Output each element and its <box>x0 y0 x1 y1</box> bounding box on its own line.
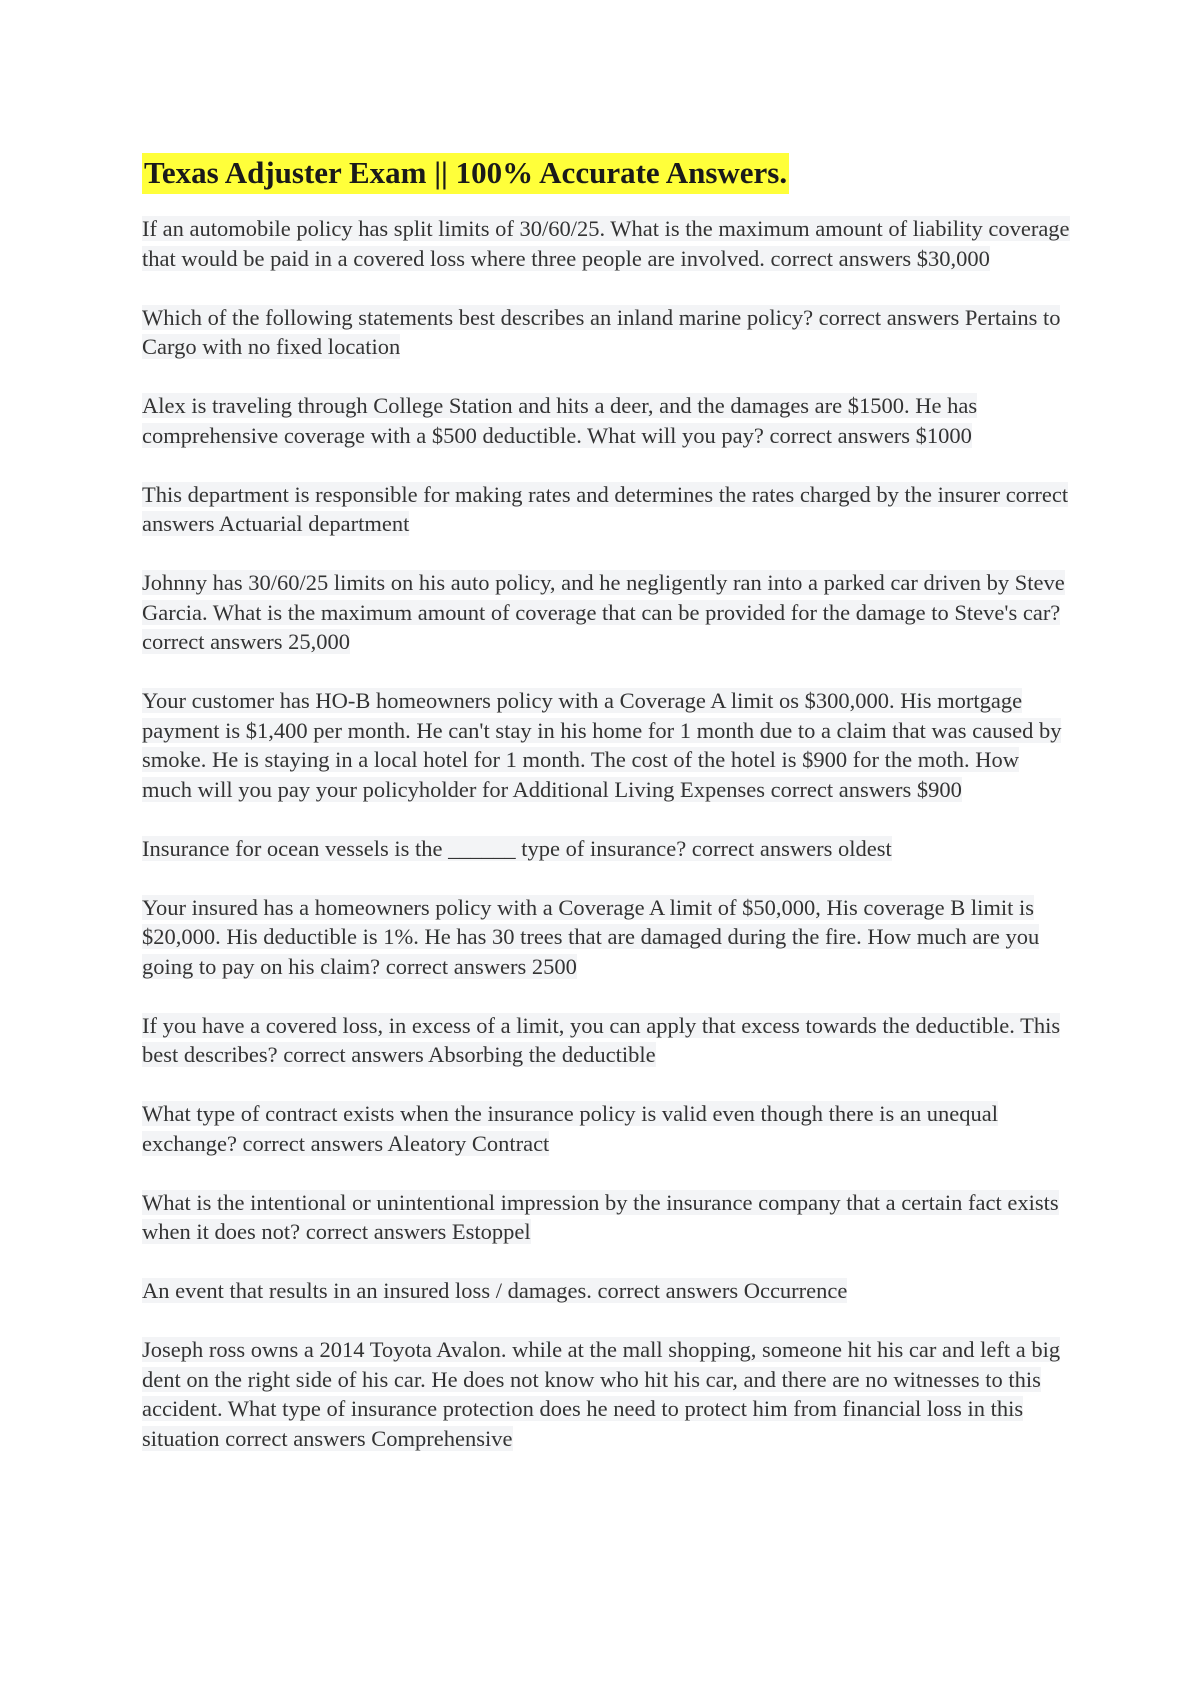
qa-text: Which of the following statements best describes an inland marine policy? correct answers Pertains to Cargo with no fixed location <box>142 304 1061 359</box>
qa-text: This department is responsible for making rates and determines the rates charged by the insurer correct answers Actuarial department <box>142 481 1069 536</box>
title-highlight: Texas Adjuster Exam || 100% Accurate Answers. <box>142 153 789 194</box>
qa-text: Joseph ross owns a 2014 Toyota Avalon. while at the mall shopping, someone hit his car and left a big dent on the right side of his car. He does not know who hit his car, and there are no witnesses to this accident. What type of insurance protection does he need to protect him from financial loss in this situation correct answers Comprehensive <box>142 1337 1061 1451</box>
qa-text: If an automobile policy has split limits of 30/60/25. What is the maximum amount of liability coverage that would be paid in a covered loss where three people are involved. correct answers $30,000 <box>142 216 1070 271</box>
qa-item <box>142 391 1072 450</box>
qa-item <box>142 686 1072 804</box>
qa-item <box>142 1335 1072 1453</box>
qa-item <box>142 834 1072 864</box>
qa-item <box>142 1011 1072 1070</box>
qa-item <box>142 1188 1072 1247</box>
document-title <box>142 152 1072 194</box>
qa-text: Alex is traveling through College Station and hits a deer, and the damages are $1500. He has comprehensive coverage with a $500 deductible. What will you pay? correct answers $1000 <box>142 393 978 448</box>
qa-text: An event that results in an insured loss / damages. correct answers Occurrence <box>142 1278 848 1303</box>
document-content <box>142 152 1072 1483</box>
qa-text: Johnny has 30/60/25 limits on his auto policy, and he negligently ran into a parked car driven by Steve Garcia. What is the maximum amount of coverage that can be provided for the damage to Steve's car? correct answers 25,000 <box>142 570 1065 654</box>
qa-text: If you have a covered loss, in excess of a limit, you can apply that excess towards the deductible. This best describes? correct answers Absorbing the deductible <box>142 1012 1061 1067</box>
qa-item <box>142 1276 1072 1306</box>
qa-item <box>142 1099 1072 1158</box>
qa-text: What type of contract exists when the insurance policy is valid even though there is an unequal exchange? correct answers Aleatory Contract <box>142 1101 998 1156</box>
qa-item <box>142 893 1072 982</box>
qa-text: Your insured has a homeowners policy with a Coverage A limit of $50,000, His coverage B limit is $20,000. His deductible is 1%. He has 30 trees that are damaged during the fire. How much are you going to pay on his claim? correct answers 2500 <box>142 894 1040 979</box>
qa-item <box>142 480 1072 539</box>
qa-text: Your customer has HO-B homeowners policy with a Coverage A limit os $300,000. His mortgage payment is $1,400 per month. He can't stay in his home for 1 month due to a claim that was caused by smoke. He is staying in a local hotel for 1 month. The cost of the hotel is $900 for the moth. How much will you pay your policyholder for Additional Living Expenses correct answers $900 <box>142 688 1062 802</box>
qa-item <box>142 568 1072 657</box>
qa-text: What is the intentional or unintentional impression by the insurance company that a certain fact exists when it does not? correct answers Estoppel <box>142 1189 1059 1244</box>
qa-item <box>142 303 1072 362</box>
qa-item <box>142 214 1072 273</box>
qa-text: Insurance for ocean vessels is the ______ type of insurance? correct answers oldest <box>142 835 892 861</box>
